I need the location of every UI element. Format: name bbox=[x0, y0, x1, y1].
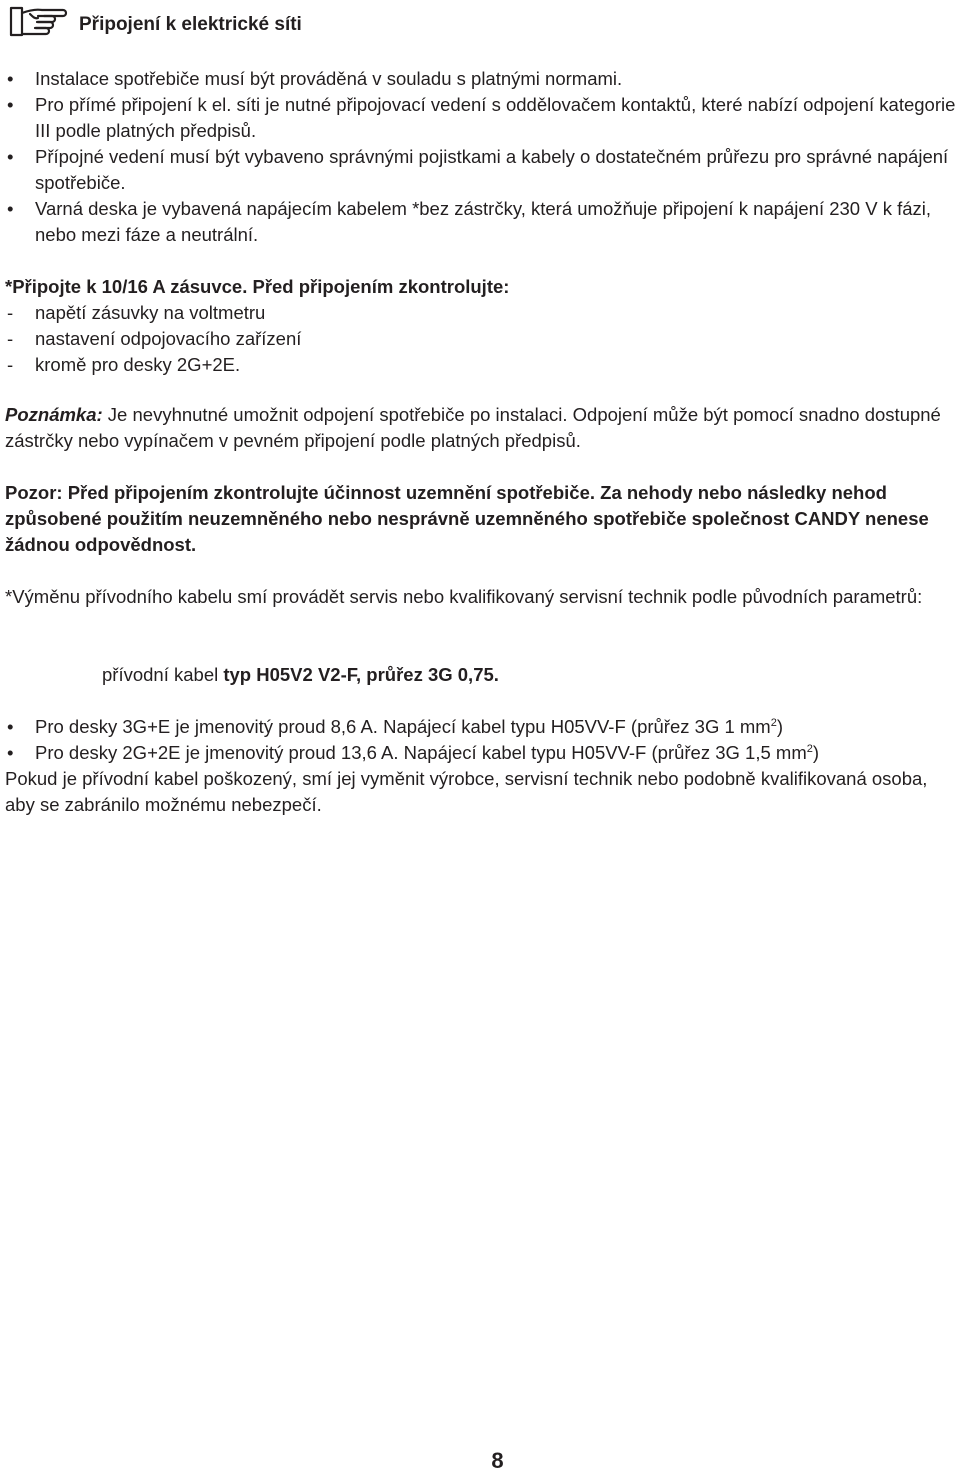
warning-text: Pozor: Před připojením zkontrolujte účinnost uzemnění spotřebiče. Za nehody nebo následky nehod způsobené použitím neuzemněného nebo nesprávně uzemněného spotřebiče společnost CANDY nenese žádnou odpovědnost. bbox=[5, 482, 929, 555]
note-text: Je nevyhnutné umožnit odpojení spotřebiče po instalaci. Odpojení může být pomocí snadno dostupné zástrčky nebo vypínačem v pevném připojení podle platných předpisů. bbox=[5, 404, 941, 451]
cable-prefix: přívodní kabel bbox=[102, 664, 224, 685]
list-item: • Varná deska je vybavená napájecím kabelem *bez zástrčky, která umožňuje připojení k napájení 230 V k fázi, nebo mezi fáze a neutrální. bbox=[5, 196, 960, 248]
connect-section bbox=[5, 274, 960, 378]
section-header bbox=[8, 2, 302, 42]
list-item: - nastavení odpojovacího zařízení bbox=[5, 326, 960, 352]
pointing-hand-icon bbox=[8, 4, 70, 40]
list-item: - napětí zásuvky na voltmetru bbox=[5, 300, 960, 326]
rating-end: ) bbox=[812, 742, 820, 763]
list-item: • Instalace spotřebiče musí být prováděná v souladu s platnými normami. bbox=[5, 66, 960, 92]
rating-section bbox=[5, 714, 960, 818]
note-label: Poznámka: bbox=[5, 404, 103, 425]
note-paragraph bbox=[5, 402, 960, 454]
superscript: 2 bbox=[770, 717, 777, 729]
cable-spec bbox=[102, 662, 499, 688]
page-title: Připojení k elektrické síti bbox=[79, 14, 302, 35]
rating-end: ) bbox=[776, 716, 784, 737]
list-item bbox=[5, 740, 960, 766]
rating-text: Pro desky 2G+2E je jmenovitý proud 13,6 A. Napájecí kabel typu H05VV-F (průřez 3G 1,5 mm bbox=[35, 742, 807, 763]
rating-list bbox=[5, 714, 960, 766]
intro-list bbox=[5, 66, 960, 248]
intro-section bbox=[5, 66, 960, 248]
replacement-text: *Výměnu přívodního kabelu smí provádět servis nebo kvalifikovaný servisní technik podle původních parametrů: bbox=[5, 586, 923, 607]
connect-checklist bbox=[5, 300, 960, 378]
cable-type: typ H05V2 V2-F, průřez 3G 0,75. bbox=[223, 664, 499, 685]
page-number: 8 bbox=[491, 1448, 504, 1473]
list-item bbox=[5, 714, 960, 740]
rating-text: Pro desky 3G+E je jmenovitý proud 8,6 A. Napájecí kabel typu H05VV-F (průřez 3G 1 mm bbox=[35, 716, 771, 737]
warning-paragraph bbox=[5, 480, 960, 558]
list-item: - kromě pro desky 2G+2E. bbox=[5, 352, 960, 378]
list-item: • Přípojné vedení musí být vybaveno správnými pojistkami a kabely o dostatečném průřezu pro správné napájení spotřebiče. bbox=[5, 144, 960, 196]
superscript: 2 bbox=[806, 743, 813, 755]
damaged-cable-text: Pokud je přívodní kabel poškozený, smí jej vyměnit výrobce, servisní technik nebo podobně kvalifikovaná osoba, aby se zabránilo možnému nebezpečí. bbox=[5, 768, 928, 815]
connect-heading: *Připojte k 10/16 A zásuvce. Před připojením zkontrolujte: bbox=[5, 276, 510, 297]
replacement-paragraph bbox=[5, 584, 960, 610]
list-item: • Pro přímé připojení k el. síti je nutné připojovací vedení s oddělovačem kontaktů, které nabízí odpojení kategorie III podle platných předpisů. bbox=[5, 92, 960, 144]
